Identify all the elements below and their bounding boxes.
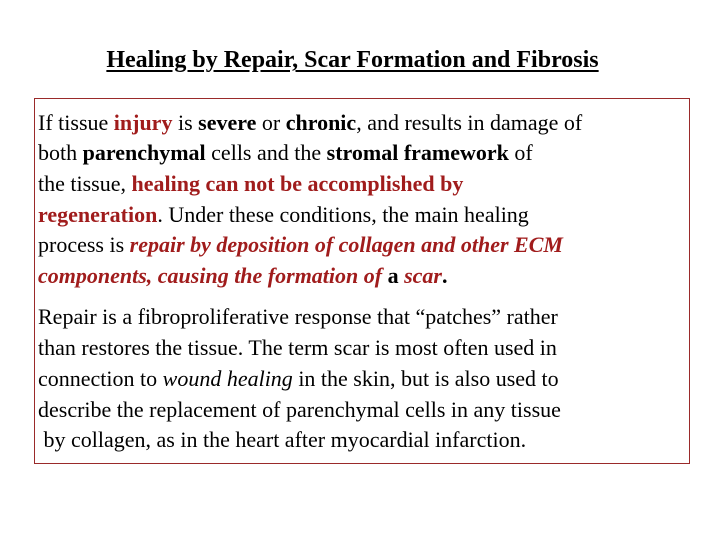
paragraph2-line2: than restores the tissue. The term scar is most often used in bbox=[38, 335, 557, 360]
emphasis-scar: scar bbox=[404, 263, 442, 288]
paragraph1-line3 bbox=[38, 170, 463, 198]
text-segment: in the skin, but is also used to bbox=[292, 366, 559, 391]
paragraph1-line5 bbox=[38, 231, 563, 259]
paragraph1-line6 bbox=[38, 262, 447, 290]
emphasis-wound-healing: wound healing bbox=[162, 366, 293, 391]
text-segment: . bbox=[441, 263, 448, 288]
emphasis-healing-not-accomplished: healing can not be accomplished by bbox=[131, 171, 464, 196]
slide-title: Healing by Repair, Scar Formation and Fibrosis bbox=[106, 47, 599, 73]
text-segment: the tissue, bbox=[38, 171, 132, 196]
emphasis-regeneration: regeneration bbox=[38, 202, 158, 227]
emphasis-injury: injury bbox=[113, 110, 173, 135]
paragraph1-line2 bbox=[38, 139, 533, 167]
text-segment: both bbox=[38, 140, 83, 165]
text-segment: connection to bbox=[38, 366, 163, 391]
body-text-box bbox=[34, 98, 690, 464]
paragraph2-line5: by collagen, as in the heart after myocardial infarction. bbox=[38, 427, 527, 452]
paragraph2-line1: Repair is a fibroproliferative response that “patches” rather bbox=[38, 304, 558, 329]
paragraph2-line3 bbox=[38, 365, 559, 393]
emphasis-severe: severe bbox=[198, 110, 257, 135]
emphasis-repair-by-deposition: repair by deposition of collagen and other ECM bbox=[129, 232, 563, 257]
text-segment: is bbox=[172, 110, 199, 135]
paragraph2-line4: describe the replacement of parenchymal cells in any tissue bbox=[38, 397, 561, 422]
emphasis-a: a bbox=[387, 263, 399, 288]
text-segment: of bbox=[508, 140, 533, 165]
paragraph1-line4 bbox=[38, 201, 529, 229]
emphasis-parenchymal: parenchymal bbox=[82, 140, 206, 165]
text-segment: If tissue bbox=[38, 110, 114, 135]
emphasis-components: components, causing the formation of bbox=[38, 263, 388, 288]
text-segment: , and results in damage of bbox=[356, 110, 583, 135]
text-segment: process is bbox=[38, 232, 130, 257]
emphasis-chronic: chronic bbox=[285, 110, 357, 135]
text-segment: . Under these conditions, the main healing bbox=[157, 202, 529, 227]
emphasis-stromal-framework: stromal framework bbox=[326, 140, 509, 165]
text-segment: or bbox=[256, 110, 286, 135]
paragraph1-line1 bbox=[38, 109, 582, 137]
text-segment: cells and the bbox=[205, 140, 327, 165]
